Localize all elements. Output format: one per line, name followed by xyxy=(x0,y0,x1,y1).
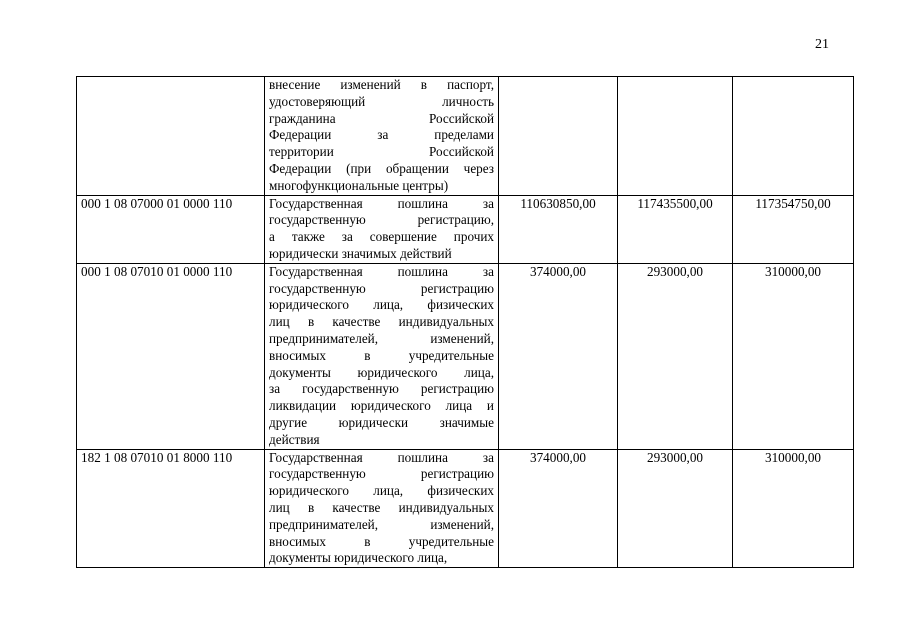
table-body xyxy=(77,77,854,568)
amount-cell-3: 310000,00 xyxy=(733,263,854,449)
amount-cell-1: 374000,00 xyxy=(499,449,618,568)
description-line: гражданина Российской xyxy=(269,110,494,126)
budget-code-cell: 000 1 08 07010 01 0000 110 xyxy=(77,263,265,449)
description-line: юридического лица, физических xyxy=(269,483,494,499)
description-line: лиц в качестве индивидуальных xyxy=(269,499,494,515)
amount-cell-3: 117354750,00 xyxy=(733,195,854,263)
description-line: Федерации за пределами xyxy=(269,127,494,143)
revenue-table xyxy=(76,76,854,568)
page-number: 21 xyxy=(815,37,829,52)
description-cell xyxy=(265,449,499,568)
amount-cell-1 xyxy=(499,77,618,196)
description-line: документы юридического лица, xyxy=(269,364,494,380)
description-line: предпринимателей, изменений, xyxy=(269,516,494,532)
amount-cell-1: 374000,00 xyxy=(499,263,618,449)
description-line: Государственная пошлина за xyxy=(269,449,494,465)
amount-cell-3 xyxy=(733,77,854,196)
description-line: территории Российской xyxy=(269,144,494,160)
description-line: вносимых в учредительные xyxy=(269,533,494,549)
description-cell xyxy=(265,77,499,196)
description-line: государственную регистрацию, xyxy=(269,212,494,228)
description-line: вносимых в учредительные xyxy=(269,347,494,363)
description-line: удостоверяющий личность xyxy=(269,93,494,109)
description-cell xyxy=(265,195,499,263)
budget-code-cell xyxy=(77,77,265,196)
description-line: внесение изменений в паспорт, xyxy=(269,77,494,92)
description-line: действия xyxy=(269,431,320,447)
description-line: за государственную регистрацию xyxy=(269,381,494,397)
table-row xyxy=(77,263,854,449)
amount-cell-2 xyxy=(618,77,733,196)
amount-cell-2: 293000,00 xyxy=(618,263,733,449)
description-line: другие юридически значимые xyxy=(269,414,494,430)
description-line: а также за совершение прочих xyxy=(269,229,494,245)
amount-cell-2: 293000,00 xyxy=(618,449,733,568)
description-line: Федерации (при обращении через xyxy=(269,160,494,176)
amount-cell-3: 310000,00 xyxy=(733,449,854,568)
description-line: юридически значимых действий xyxy=(269,245,452,261)
budget-code-cell: 182 1 08 07010 01 8000 110 xyxy=(77,449,265,568)
description-line: государственную регистрацию xyxy=(269,280,494,296)
amount-cell-2: 117435500,00 xyxy=(618,195,733,263)
description-line: ликвидации юридического лица и xyxy=(269,398,494,414)
description-line: документы юридического лица, xyxy=(269,550,448,566)
description-line: лиц в качестве индивидуальных xyxy=(269,314,494,330)
description-line: многофункциональные центры) xyxy=(269,177,449,193)
description-line: юридического лица, физических xyxy=(269,297,494,313)
table-row xyxy=(77,77,854,196)
description-line: предпринимателей, изменений, xyxy=(269,330,494,346)
amount-cell-1: 110630850,00 xyxy=(499,195,618,263)
description-line: государственную регистрацию xyxy=(269,466,494,482)
table-row xyxy=(77,195,854,263)
description-line: Государственная пошлина за xyxy=(269,195,494,211)
description-line: Государственная пошлина за xyxy=(269,263,494,279)
budget-code-cell: 000 1 08 07000 01 0000 110 xyxy=(77,195,265,263)
description-cell xyxy=(265,263,499,449)
table-row xyxy=(77,449,854,568)
